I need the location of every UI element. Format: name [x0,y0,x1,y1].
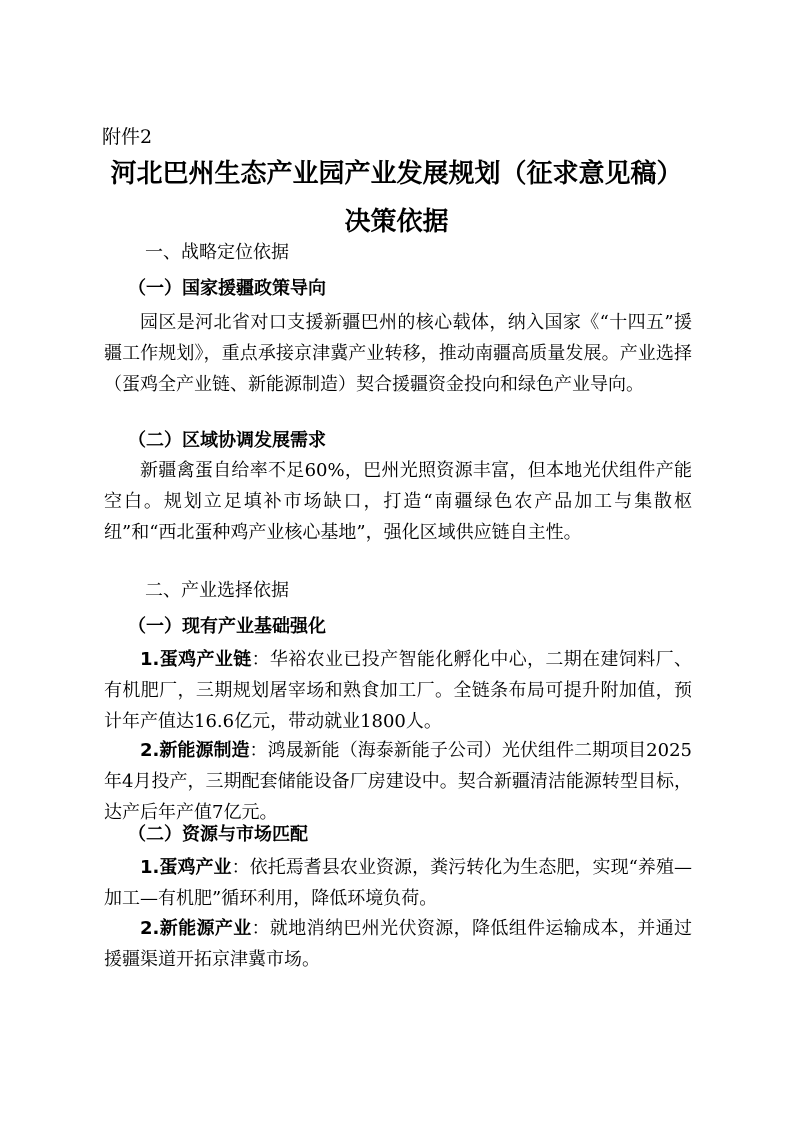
subsection-heading-regional-coordination: （二）区域协调发展需求 [128,430,326,451]
paragraph-new-energy-manufacturing [104,735,692,829]
paragraph-regional-coordination: 新疆禽蛋自给率不足60%，巴州光照资源丰富，但本地光伏组件产能空白。规划立足填补市场缺口，打造“南疆绿色农产品加工与集散枢纽”和“西北蛋种鸡产业核心基地”，强化区域供应链自主性。 [104,460,692,544]
paragraph-lead: 2.新能源制造 [140,740,250,761]
paragraph-lead: 1.蛋鸡产业 [140,857,232,878]
paragraph-new-energy-industry [104,913,692,975]
paragraph-body: ：就地消纳巴州光伏资源，降低组件运输成本，并通过援疆渠道开拓京津冀市场。 [104,918,692,971]
document-subtitle: 决策依据 [344,207,449,237]
subsection-heading-resource-market: （二）资源与市场匹配 [128,824,308,845]
document-title: 河北巴州生态产业园产业发展规划（征求意见稿） [110,159,683,189]
subsection-heading-industrial-foundation: （一）现有产业基础强化 [128,616,326,637]
paragraph-body: ：华裕农业已投产智能化孵化中心，二期在建饲料厂、有机肥厂，三期规划屠宰场和熟食加工厂。全链条布局可提升附加值，预计年产值达16.6亿元，带动就业1800人。 [104,649,692,733]
paragraph-lead: 2.新能源产业 [140,918,252,939]
paragraph-egg-chicken-chain [104,644,692,738]
section-heading-industry-selection: 二、产业选择依据 [145,580,289,601]
paragraph-body: ：鸿晟新能（海泰新能子公司）光伏组件二期项目2025年4月投产，三期配套储能设备厂房建设中。契合新疆清洁能源转型目标，达产后年产值7亿元。 [104,740,692,824]
paragraph-policy-orientation: 园区是河北省对口支援新疆巴州的核心载体，纳入国家《“十四五”援疆工作规划》，重点承接京津冀产业转移，推动南疆高质量发展。产业选择（蛋鸡全产业链、新能源制造）契合援疆资金投向和绿色产业导向。 [104,312,692,396]
attachment-label: 附件2 [102,126,153,148]
section-heading-strategic-positioning: 一、战略定位依据 [145,242,289,263]
subsection-heading-policy-orientation: （一）国家援疆政策导向 [128,278,326,299]
paragraph-egg-industry [104,852,692,914]
paragraph-body: ：依托焉耆县农业资源，粪污转化为生态肥，实现“养殖—加工—有机肥”循环利用，降低环境负荷。 [104,857,692,910]
paragraph-lead: 1.蛋鸡产业链 [140,649,252,670]
